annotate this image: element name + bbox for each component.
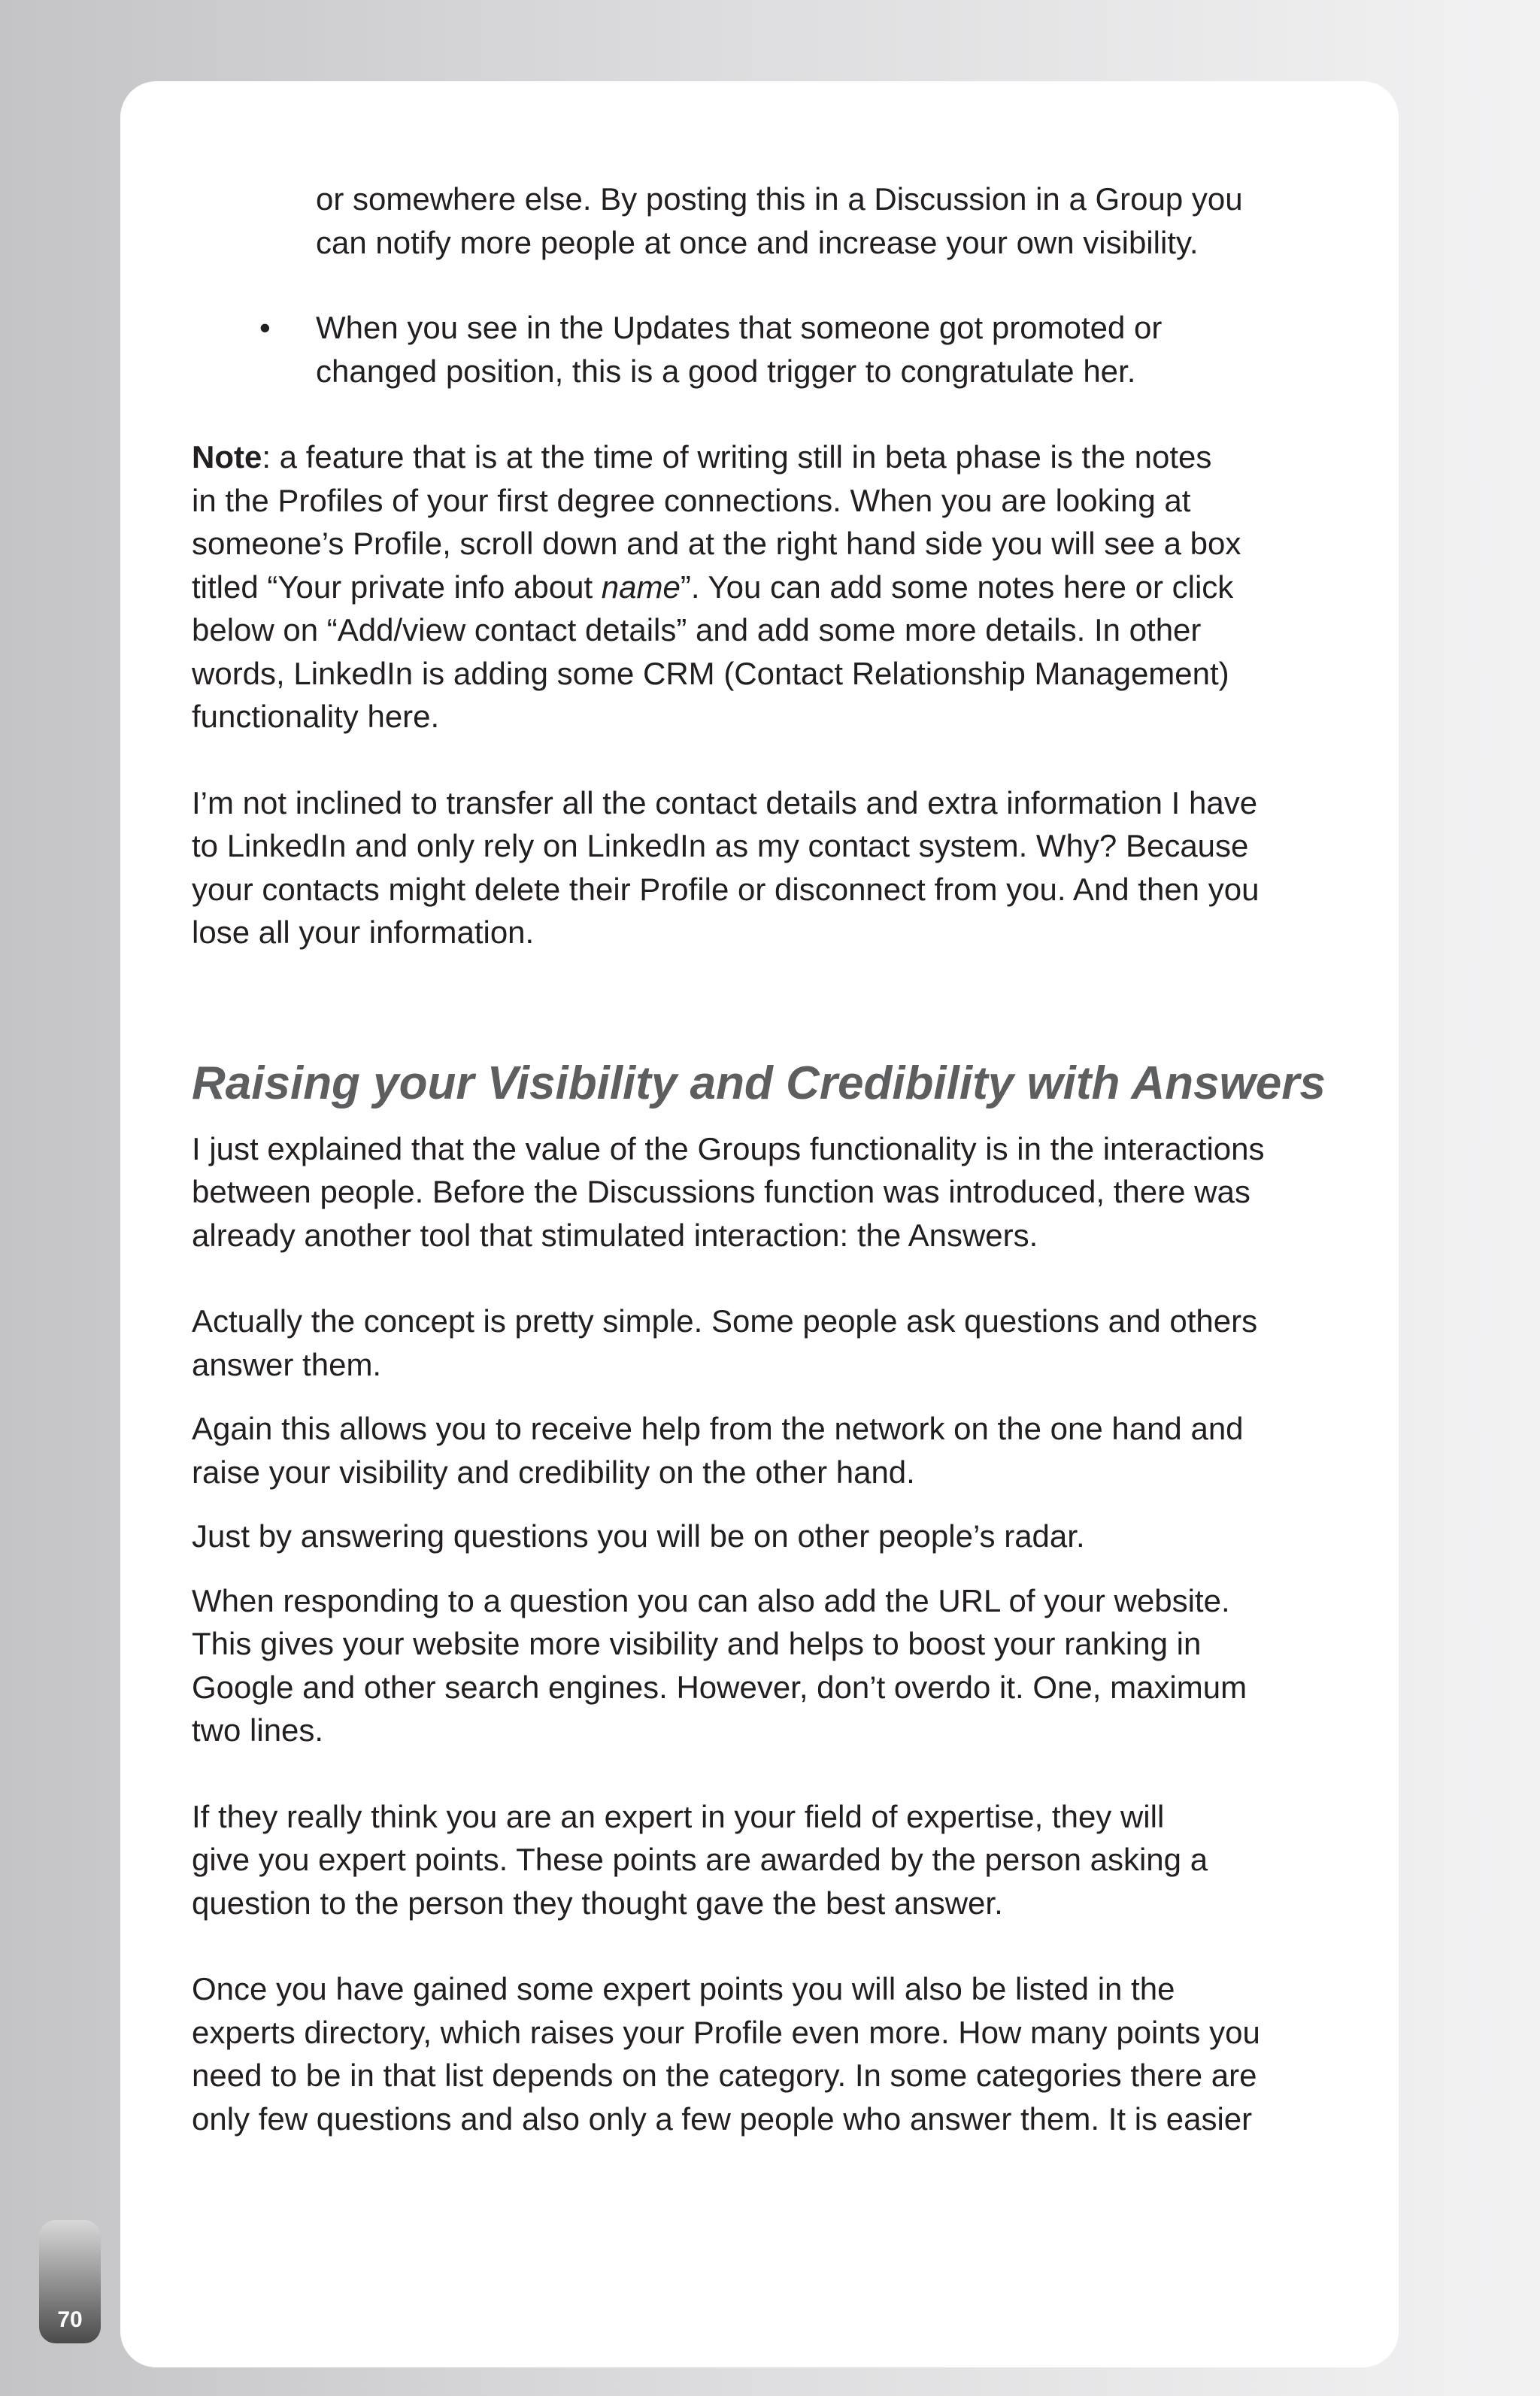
section-heading: Raising your Visibility and Credibility with Answers <box>192 1057 1326 1109</box>
paragraph: Once you have gained some expert points you will also be listed in the experts directory, which raises your Profile even more. How many points you need to be in that list depends on the category. In some categories there are only few questions and also only a few people who answer them. It is easier <box>192 1971 1260 2137</box>
note-paragraph: Note: a feature that is at the time of writing still in beta phase is the notes in the Profiles of your first degree connections. When you are looking at someone’s Profile, scroll down and at the right hand side you will see a box titled “Your private info about name”. You can add some notes here or click below on “Add/view contact details” and add some more details. In other words, LinkedIn is adding some CRM (Contact Relationship Management) functionality here. <box>192 439 1241 734</box>
page-number-tab <box>39 2220 101 2343</box>
bullet-item: • When you see in the Updates that someone got promoted or changed position, this is a good trigger to congratulate her. <box>192 306 1387 393</box>
page-number: 70 <box>57 2307 83 2332</box>
note-label: Note <box>192 439 262 475</box>
contacts-paragraph: I’m not inclined to transfer all the contact details and extra information I have to LinkedIn and only rely on LinkedIn as my contact system. Why? Because your contacts might delete their Profile or disconnect from you. And then you lose all your information. <box>192 784 1260 950</box>
paragraph: When responding to a question you can also add the URL of your website. This gives your website more visibility and helps to boost your ranking in Google and other search engines. However, don’t overdo it. One, maximum two lines. <box>192 1582 1247 1748</box>
paragraph: If they really think you are an expert in your field of expertise, they will give you expert points. These points are awarded by the person asking a question to the person they thought gave the best answer. <box>192 1798 1208 1921</box>
page-content <box>192 177 1387 2140</box>
paragraph: Again this allows you to receive help from the network on the one hand and raise your visibility and credibility on the other hand. <box>192 1411 1244 1490</box>
paragraph: Actually the concept is pretty simple. Some people ask questions and others answer them. <box>192 1303 1258 1382</box>
continuation-paragraph: or somewhere else. By posting this in a Discussion in a Group you can notify more people at once and increase your own visibility. <box>316 181 1243 260</box>
bullet-symbol: • <box>259 310 271 345</box>
paragraph: Just by answering questions you will be on other people’s radar. <box>192 1518 1085 1554</box>
paragraph: I just explained that the value of the Groups functionality is in the interactions between people. Before the Discussions function was introduced, there was already another tool that stimulated interaction: the Answers. <box>192 1130 1265 1253</box>
